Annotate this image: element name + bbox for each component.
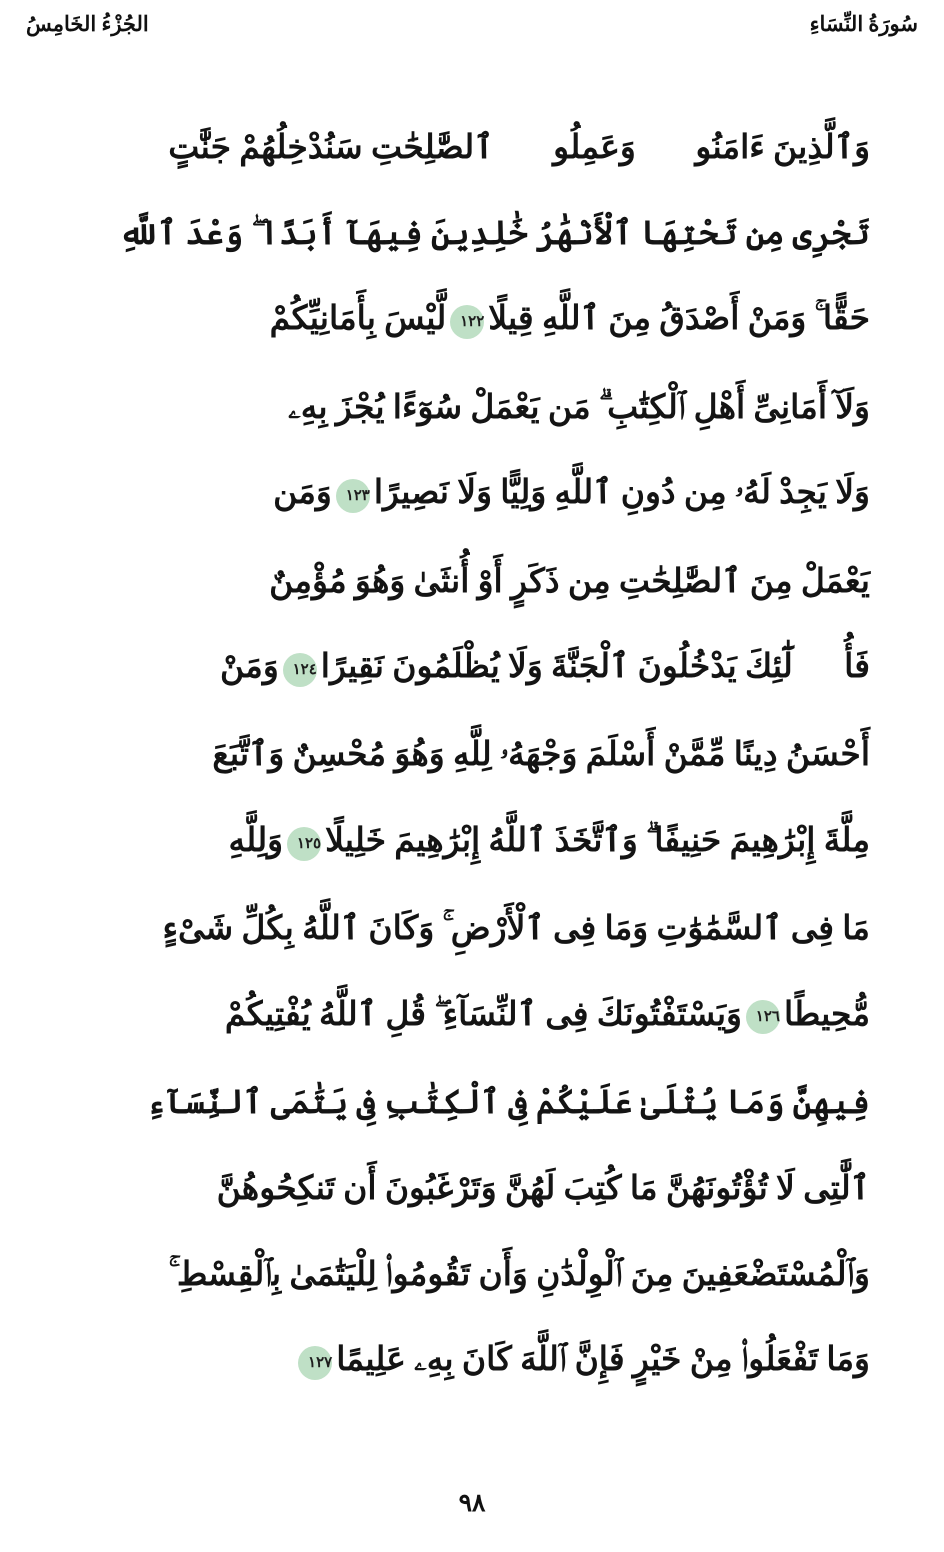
frame-scallop xyxy=(0,933,23,959)
page-header xyxy=(0,10,944,50)
frame-scallop xyxy=(49,1429,75,1455)
frame-scallop xyxy=(921,1063,944,1089)
frame-scallop xyxy=(921,1037,944,1063)
frame-scallop xyxy=(0,621,23,647)
ayah-text-segment: وَٱلْمُسْتَضْعَفِينَ مِنَ ٱلْوِلْدَٰنِ وَأَن تَقُومُوا۟ لِلْيَتَٰمَىٰ بِٱلْقِسْطِ ۚ xyxy=(168,1256,870,1293)
frame-scallop xyxy=(0,1219,23,1245)
frame-scallop xyxy=(23,1429,49,1455)
ayah-text-segment: لَّيْسَ بِأَمَانِيِّكُمْ xyxy=(269,301,447,338)
frame-scallop xyxy=(921,595,944,621)
frame-scallop xyxy=(921,855,944,881)
frame-scallop xyxy=(0,881,23,907)
frame-scallop xyxy=(921,751,944,777)
frame-scallop xyxy=(0,387,23,413)
frame-scallop xyxy=(921,673,944,699)
frame-scallop xyxy=(829,49,855,75)
frame-scallop xyxy=(921,621,944,647)
frame-scallop xyxy=(153,1429,179,1455)
frame-scallop xyxy=(921,569,944,595)
ayah-line xyxy=(74,389,870,426)
frame-scallop xyxy=(101,1429,127,1455)
frame-scallop xyxy=(309,49,335,75)
frame-scallop xyxy=(543,1429,569,1455)
frame-scallop xyxy=(0,1141,23,1167)
frame-scallop xyxy=(0,1271,23,1297)
frame-scallop xyxy=(621,1429,647,1455)
frame-scallop xyxy=(0,491,23,517)
frame-scallop xyxy=(387,49,413,75)
frame-scallop xyxy=(725,49,751,75)
frame-scallop xyxy=(439,1429,465,1455)
frame-scallop xyxy=(921,725,944,751)
frame-scallop xyxy=(231,49,257,75)
frame-scallop xyxy=(0,439,23,465)
frame-scallop xyxy=(543,49,569,75)
ayah-line xyxy=(74,999,870,1034)
frame-scallop xyxy=(0,101,23,127)
frame-scallop xyxy=(205,1429,231,1455)
frame-scallop xyxy=(0,1011,23,1037)
frame-scallop xyxy=(283,1429,309,1455)
frame-scallop xyxy=(101,49,127,75)
frame-scallop xyxy=(413,49,439,75)
frame-scallop xyxy=(127,1429,153,1455)
frame-scallop xyxy=(803,49,829,75)
frame-scallop xyxy=(0,1037,23,1063)
frame-scallop xyxy=(921,1323,944,1349)
frame-scallop xyxy=(921,1401,944,1427)
frame-scallop xyxy=(921,231,944,257)
frame-scallop xyxy=(0,1401,23,1427)
frame-scallop xyxy=(465,49,491,75)
juz-label: الجُزْءُ الخَامِسُ xyxy=(26,12,149,36)
frame-scallop xyxy=(921,959,944,985)
frame-scallop xyxy=(179,49,205,75)
frame-scallop xyxy=(0,803,23,829)
frame-scallop xyxy=(921,179,944,205)
ayah-line xyxy=(74,1256,870,1293)
frame-scallop xyxy=(0,907,23,933)
ayah-line xyxy=(74,1344,870,1379)
frame-scallop xyxy=(0,777,23,803)
frame-scallop xyxy=(777,1429,803,1455)
frame-scallop xyxy=(751,49,777,75)
ayah-text-segment: وَمَن xyxy=(273,475,332,512)
frame-scallop xyxy=(0,335,23,361)
ayah-number-marker: ١٢٢ xyxy=(450,305,484,339)
frame-scallop xyxy=(829,1429,855,1455)
frame-scallop xyxy=(921,1089,944,1115)
ayah-number-marker: ١٢٧ xyxy=(298,1346,332,1380)
ayah-text-segment: حَقًّا ۚ وَمَنْ أَصْدَقُ مِنَ ٱللَّهِ قِيلًا xyxy=(488,301,870,338)
ayah-text-segment: يَعْمَلْ مِنَ ٱلصَّٰلِحَٰتِ مِن ذَكَرٍ أَوْ أُنثَىٰ وَهُوَ مُؤْمِنٌ xyxy=(269,563,870,600)
frame-scallop xyxy=(725,1429,751,1455)
frame-scallop xyxy=(0,985,23,1011)
frame-scallop xyxy=(517,1429,543,1455)
ayah-text-segment: وَمَنْ xyxy=(220,649,279,686)
frame-scallop xyxy=(921,1011,944,1037)
ayah-text-segment: أَحْسَنُ دِينًا مِّمَّنْ أَسْلَمَ وَجْهَهُۥ لِلَّهِ وَهُوَ مُحْسِنٌ وَٱتَّبَعَ xyxy=(212,737,870,774)
ayah-line xyxy=(74,825,870,860)
frame-scallop xyxy=(673,49,699,75)
frame-scallop xyxy=(673,1429,699,1455)
frame-scallop xyxy=(283,49,309,75)
frame-scallop xyxy=(387,1429,413,1455)
frame-scallop xyxy=(699,1429,725,1455)
frame-scallop xyxy=(0,1193,23,1219)
ayah-text-segment: مُّحِيطًا xyxy=(783,997,870,1034)
frame-scallop xyxy=(921,1349,944,1375)
frame-scallop xyxy=(777,49,803,75)
frame-scallop xyxy=(647,1429,673,1455)
frame-scallop xyxy=(0,179,23,205)
frame-scallop xyxy=(699,49,725,75)
frame-scallop xyxy=(179,1429,205,1455)
frame-scallop xyxy=(921,777,944,803)
frame-scallop xyxy=(921,1271,944,1297)
frame-scallop xyxy=(921,101,944,127)
frame-scallop xyxy=(921,127,944,153)
ayah-line xyxy=(74,913,870,946)
frame-scallop xyxy=(751,1429,777,1455)
ayah-text-segment: وَيَسْتَفْتُونَكَ فِى ٱلنِّسَآءِ ۖ قُلِ ٱللَّهُ يُفْتِيكُمْ xyxy=(224,997,742,1034)
frame-scallop xyxy=(921,517,944,543)
frame-scallop xyxy=(153,49,179,75)
frame-scallop xyxy=(921,335,944,361)
frame-scallop xyxy=(491,49,517,75)
frame-scallop xyxy=(0,1427,23,1453)
ayah-text-segment: مَا فِى ٱلسَّمَٰوَٰتِ وَمَا فِى ٱلْأَرْضِ ۚ وَكَانَ ٱللَّهُ بِكُلِّ شَىْءٍ xyxy=(162,911,870,948)
frame-scallop xyxy=(361,1429,387,1455)
frame-scallop xyxy=(0,829,23,855)
frame-scallop xyxy=(921,907,944,933)
frame-scallop xyxy=(127,49,153,75)
frame-scallop xyxy=(921,881,944,907)
frame-scallop xyxy=(491,1429,517,1455)
frame-scallop xyxy=(205,49,231,75)
frame-scallop xyxy=(0,465,23,491)
frame-scallop xyxy=(0,647,23,673)
ayah-number-marker: ١٢٣ xyxy=(336,479,370,513)
frame-scallop xyxy=(921,829,944,855)
frame-scallop xyxy=(921,1375,944,1401)
frame-scallop xyxy=(0,49,23,75)
frame-scallop xyxy=(921,75,944,101)
frame-scallop xyxy=(0,1115,23,1141)
frame-scallop xyxy=(335,49,361,75)
frame-scallop xyxy=(921,1141,944,1167)
frame-scallop xyxy=(517,49,543,75)
frame-scallop xyxy=(569,49,595,75)
frame-scallop xyxy=(855,1429,881,1455)
frame-scallop xyxy=(0,1167,23,1193)
frame-scallop xyxy=(0,543,23,569)
frame-scallop xyxy=(0,517,23,543)
frame-scallop xyxy=(0,75,23,101)
ayah-line xyxy=(74,651,870,686)
frame-scallop xyxy=(621,49,647,75)
frame-scallop xyxy=(881,1429,907,1455)
frame-scallop xyxy=(0,257,23,283)
ayah-number-marker: ١٢٤ xyxy=(283,653,317,687)
frame-scallop xyxy=(0,361,23,387)
frame-scallop xyxy=(0,699,23,725)
ayah-line xyxy=(74,132,870,165)
ayah-line xyxy=(74,1087,870,1120)
frame-scallop xyxy=(921,439,944,465)
frame-scallop xyxy=(921,413,944,439)
frame-scallop xyxy=(0,959,23,985)
quran-text-body xyxy=(68,118,876,1390)
frame-scallop xyxy=(0,751,23,777)
frame-scallop xyxy=(647,49,673,75)
frame-scallop xyxy=(0,231,23,257)
frame-scallop xyxy=(921,1167,944,1193)
frame-scallop xyxy=(413,1429,439,1455)
ayah-text-segment: وَلِلَّهِ xyxy=(228,823,284,860)
frame-scallop xyxy=(49,49,75,75)
frame-scallop xyxy=(921,257,944,283)
frame-scallop xyxy=(0,1323,23,1349)
ayah-text-segment: ٱلَّٰتِى لَا تُؤْتُونَهُنَّ مَا كُتِبَ لَهُنَّ وَتَرْغَبُونَ أَن تَنكِحُوهُنَّ xyxy=(216,1170,870,1207)
frame-scallop xyxy=(921,647,944,673)
ayah-line xyxy=(74,563,870,600)
ayah-text-segment: وَلَآ أَمَانِىِّ أَهْلِ ٱلْكِتَٰبِ ۗ مَن يَعْمَلْ سُوٓءًا يُجْزَ بِهِۦ xyxy=(288,389,870,426)
frame-scallop xyxy=(257,1429,283,1455)
frame-scallop xyxy=(0,127,23,153)
page-number: ٩٨ xyxy=(458,1490,486,1517)
frame-scallop xyxy=(921,985,944,1011)
frame-scallop xyxy=(309,1429,335,1455)
ayah-text-segment: مِلَّةَ إِبْرَٰهِيمَ حَنِيفًا ۗ وَٱتَّخَذَ ٱللَّهُ إِبْرَٰهِيمَ خَلِيلًا xyxy=(325,823,870,860)
ayah-text-segment: فَأُو۟لَٰٓئِكَ يَدْخُلُونَ ٱلْجَنَّةَ وَلَا يُظْلَمُونَ نَقِيرًا xyxy=(320,649,870,686)
frame-scallop xyxy=(921,205,944,231)
frame-scallop xyxy=(0,1063,23,1089)
frame-scallop xyxy=(921,699,944,725)
frame-scallop xyxy=(803,1429,829,1455)
frame-scallop xyxy=(439,49,465,75)
ayah-text-segment: فِيهِنَّ وَمَا يُتْلَىٰ عَلَيْكُمْ فِى ٱلْكِتَٰبِ فِى يَتَٰمَى ٱلنِّسَآءِ xyxy=(146,1085,870,1122)
ayah-line xyxy=(74,303,870,338)
frame-scallop xyxy=(0,725,23,751)
frame-scallop xyxy=(231,1429,257,1455)
frame-scallop xyxy=(921,49,944,75)
frame-scallop xyxy=(0,1375,23,1401)
frame-scallop xyxy=(921,1427,944,1453)
frame-scallop xyxy=(75,49,101,75)
frame-scallop xyxy=(0,673,23,699)
frame-scallop xyxy=(0,283,23,309)
frame-scallop xyxy=(921,1219,944,1245)
frame-scallop xyxy=(0,569,23,595)
ayah-number-marker: ١٢٥ xyxy=(287,827,321,861)
ayah-line xyxy=(74,215,870,252)
ayah-line xyxy=(74,739,870,772)
frame-scallop xyxy=(921,309,944,335)
frame-scallop xyxy=(921,491,944,517)
ayah-line xyxy=(74,477,870,512)
page-footer xyxy=(0,1488,944,1518)
frame-scallop xyxy=(921,803,944,829)
frame-scallop xyxy=(921,543,944,569)
frame-scallop xyxy=(0,1089,23,1115)
frame-scallop xyxy=(0,413,23,439)
frame-scallop xyxy=(921,1245,944,1271)
frame-scallop xyxy=(921,387,944,413)
ayah-number-marker: ١٢٦ xyxy=(746,1000,780,1034)
frame-scallop xyxy=(0,595,23,621)
frame-scallop xyxy=(0,1297,23,1323)
ayah-text-segment: وَلَا يَجِدْ لَهُۥ مِن دُونِ ٱللَّهِ وَلِيًّا وَلَا نَصِيرًا xyxy=(373,475,870,512)
frame-scallop xyxy=(569,1429,595,1455)
frame-scallop xyxy=(0,153,23,179)
frame-scallop xyxy=(595,1429,621,1455)
frame-scallop xyxy=(881,49,907,75)
ayah-text-segment: تَجْرِى مِن تَحْتِهَا ٱلْأَنْهَٰرُ خَٰلِدِينَ فِيهَآ أَبَدًا ۖ وَعْدَ ٱللَّهِ xyxy=(118,215,870,252)
surah-label: سُورَةُ النِّسَاءِ xyxy=(809,12,918,36)
frame-scallop xyxy=(0,1245,23,1271)
frame-scallop xyxy=(75,1429,101,1455)
frame-scallop xyxy=(921,1193,944,1219)
ayah-text-segment: وَٱلَّذِينَ ءَامَنُوا۟ وَعَمِلُوا۟ ٱلصَّٰلِحَٰتِ سَنُدْخِلُهُمْ جَنَّٰتٍ xyxy=(168,130,870,166)
frame-scallop xyxy=(921,361,944,387)
frame-scallop xyxy=(855,49,881,75)
frame-scallop xyxy=(335,1429,361,1455)
frame-scallop xyxy=(0,855,23,881)
frame-scallop xyxy=(23,49,49,75)
frame-scallop xyxy=(921,283,944,309)
frame-scallop xyxy=(361,49,387,75)
frame-scallop xyxy=(257,49,283,75)
frame-scallop xyxy=(921,465,944,491)
frame-scallop xyxy=(0,205,23,231)
frame-scallop xyxy=(921,1297,944,1323)
frame-scallop xyxy=(465,1429,491,1455)
frame-scallop xyxy=(0,1349,23,1375)
frame-scallop xyxy=(0,309,23,335)
ayah-text-segment: وَمَا تَفْعَلُوا۟ مِنْ خَيْرٍ فَإِنَّ ٱللَّهَ كَانَ بِهِۦ عَلِيمًا xyxy=(336,1342,870,1379)
frame-scallop xyxy=(921,1115,944,1141)
ayah-line xyxy=(74,1170,870,1207)
frame-scallop xyxy=(921,933,944,959)
frame-scallop xyxy=(921,153,944,179)
frame-scallop xyxy=(595,49,621,75)
